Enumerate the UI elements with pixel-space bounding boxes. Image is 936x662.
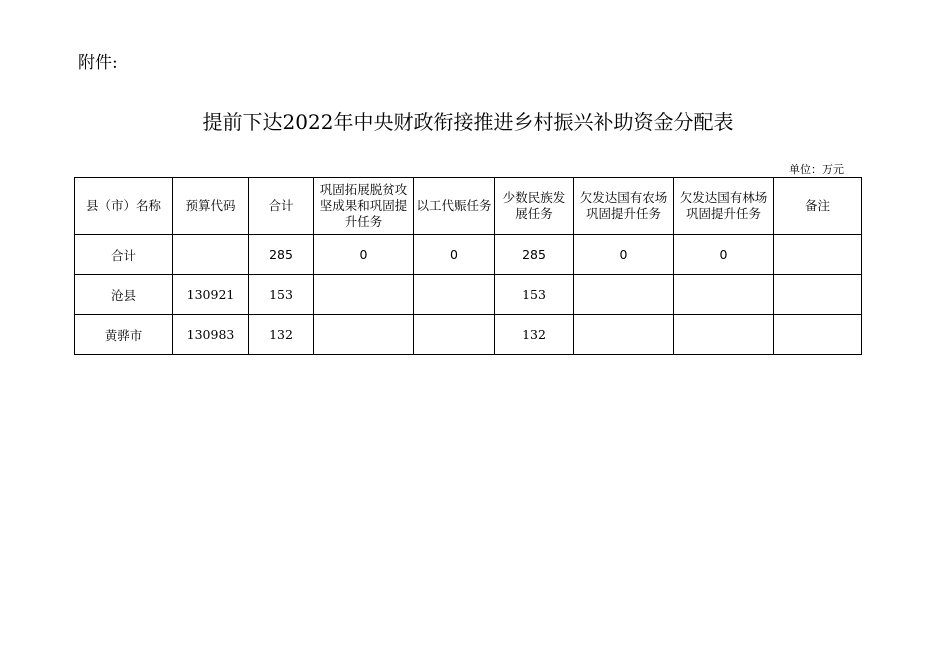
header-remarks: 备注: [774, 178, 862, 235]
document-title: 提前下达2022年中央财政衔接推进乡村振兴补助资金分配表: [202, 110, 734, 134]
cell-total: 132: [249, 315, 314, 355]
cell-name: 沧县: [75, 275, 173, 315]
cell-state-farm: [574, 315, 674, 355]
cell-state-farm: 0: [574, 235, 674, 275]
cell-budget-code: 130983: [173, 315, 249, 355]
cell-poverty-consolidation: [314, 275, 414, 315]
cell-remarks: [774, 235, 862, 275]
header-county-name: 县（市）名称: [75, 178, 173, 235]
attachment-label: 附件:: [78, 53, 118, 73]
header-budget-code: 预算代码: [173, 178, 249, 235]
header-work-relief-task: 以工代赈任务: [414, 178, 495, 235]
cell-name: 黄骅市: [75, 315, 173, 355]
cell-work-relief: [414, 315, 495, 355]
cell-poverty-consolidation: 0: [314, 235, 414, 275]
unit-label: 单位：万元: [789, 163, 844, 176]
cell-total: 285: [249, 235, 314, 275]
cell-poverty-consolidation: [314, 315, 414, 355]
cell-remarks: [774, 275, 862, 315]
cell-state-forest: [674, 275, 774, 315]
cell-remarks: [774, 315, 862, 355]
cell-work-relief: [414, 275, 495, 315]
header-total: 合计: [249, 178, 314, 235]
cell-ethnic-minority: 132: [495, 315, 574, 355]
table-row: [75, 315, 862, 355]
cell-work-relief: 0: [414, 235, 495, 275]
table-row-total: [75, 235, 862, 275]
header-ethnic-minority-task: 少数民族发展任务: [495, 178, 574, 235]
cell-state-farm: [574, 275, 674, 315]
header-state-forest-task: 欠发达国有林场巩固提升任务: [674, 178, 774, 235]
cell-state-forest: [674, 315, 774, 355]
cell-ethnic-minority: 285: [495, 235, 574, 275]
table-row: [75, 275, 862, 315]
cell-total: 153: [249, 275, 314, 315]
cell-ethnic-minority: 153: [495, 275, 574, 315]
table-header-row: [75, 178, 862, 235]
header-poverty-consolidation-task: 巩固拓展脱贫攻坚成果和巩固提升任务: [314, 178, 414, 235]
cell-name: 合计: [75, 235, 173, 275]
allocation-table: [74, 177, 862, 355]
cell-budget-code: [173, 235, 249, 275]
cell-budget-code: 130921: [173, 275, 249, 315]
cell-state-forest: 0: [674, 235, 774, 275]
header-state-farm-task: 欠发达国有农场巩固提升任务: [574, 178, 674, 235]
